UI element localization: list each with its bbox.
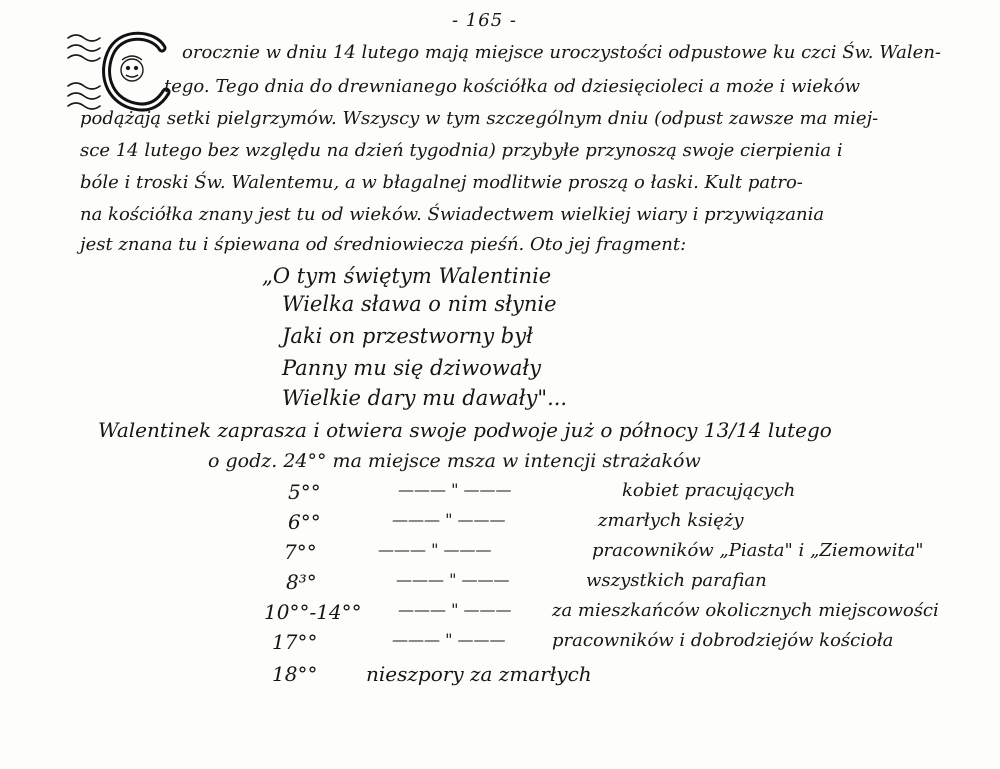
ditto-mark: ——— " ———	[396, 570, 510, 589]
decorated-initial-icon	[62, 28, 190, 112]
poem-line: Jaki on przestworny był	[282, 324, 533, 348]
mass-time: 10°°-14°°	[264, 600, 362, 624]
schedule-intro-line-1: Walentinek zaprasza i otwiera swoje podwoje już o północy 13/14 lutego	[98, 418, 832, 442]
mass-intention: kobiet pracujących	[622, 480, 796, 501]
schedule-row	[0, 630, 1000, 660]
schedule-row	[0, 570, 1000, 600]
schedule-row	[0, 662, 1000, 692]
poem-line: „O tym świętym Walentinie	[262, 264, 552, 288]
mass-intention: pracowników i dobrodziejów kościoła	[552, 630, 894, 651]
mass-intention: wszystkich parafian	[586, 570, 767, 591]
intro-line: sce 14 lutego bez względu na dzień tygodnia) przybyłe przynoszą swoje cierpienia i	[80, 140, 843, 161]
ditto-mark: ——— " ———	[398, 480, 512, 499]
mass-intention: pracowników „Piasta" i „Ziemowita"	[592, 540, 924, 561]
mass-time: 5°°	[288, 480, 321, 504]
ditto-mark: ——— " ———	[378, 540, 492, 559]
schedule-row	[0, 600, 1000, 630]
ditto-mark: ——— " ———	[392, 630, 506, 649]
ditto-mark: ——— " ———	[392, 510, 506, 529]
schedule-row	[0, 480, 1000, 510]
poem-line: Panny mu się dziwowały	[282, 356, 542, 380]
mass-time: 17°°	[272, 630, 318, 654]
page-number: - 165 -	[452, 10, 517, 31]
schedule-row	[0, 510, 1000, 540]
mass-time: 7°°	[284, 540, 317, 564]
intro-line: podążają setki pielgrzymów. Wszyscy w tym szczególnym dniu (odpust zawsze ma miej-	[80, 108, 879, 129]
vespers-label: nieszpory za zmarłych	[366, 662, 592, 686]
intro-line: na kościółka znany jest tu od wieków. Świadectwem wielkiej wiary i przywiązania	[80, 204, 825, 225]
mass-time: 8³°	[286, 570, 317, 594]
ditto-mark: ——— " ———	[398, 600, 512, 619]
mass-intention: zmarłych księży	[598, 510, 744, 531]
mass-time: 6°°	[288, 510, 321, 534]
schedule-intro-line-2: o godz. 24°° ma miejsce msza w intencji strażaków	[208, 450, 701, 472]
mass-intention: za mieszkańców okolicznych miejscowości	[552, 600, 939, 621]
mass-time: 18°°	[272, 662, 318, 686]
schedule-row	[0, 540, 1000, 570]
intro-line: jest znana tu i śpiewana od średniowiecza pieśń. Oto jej fragment:	[80, 234, 687, 255]
poem-line: Wielkie dary mu dawały"...	[282, 386, 568, 410]
intro-line: tego. Tego dnia do drewnianego kościółka od dziesięcioleci a może i wieków	[164, 76, 861, 97]
poem-line: Wielka sława o nim słynie	[282, 292, 557, 316]
intro-line: orocznie w dniu 14 lutego mają miejsce uroczystości odpustowe ku czci Św. Walen-	[182, 42, 941, 63]
intro-line: bóle i troski Św. Walentemu, a w błagalnej modlitwie proszą o łaski. Kult patro-	[80, 172, 803, 193]
